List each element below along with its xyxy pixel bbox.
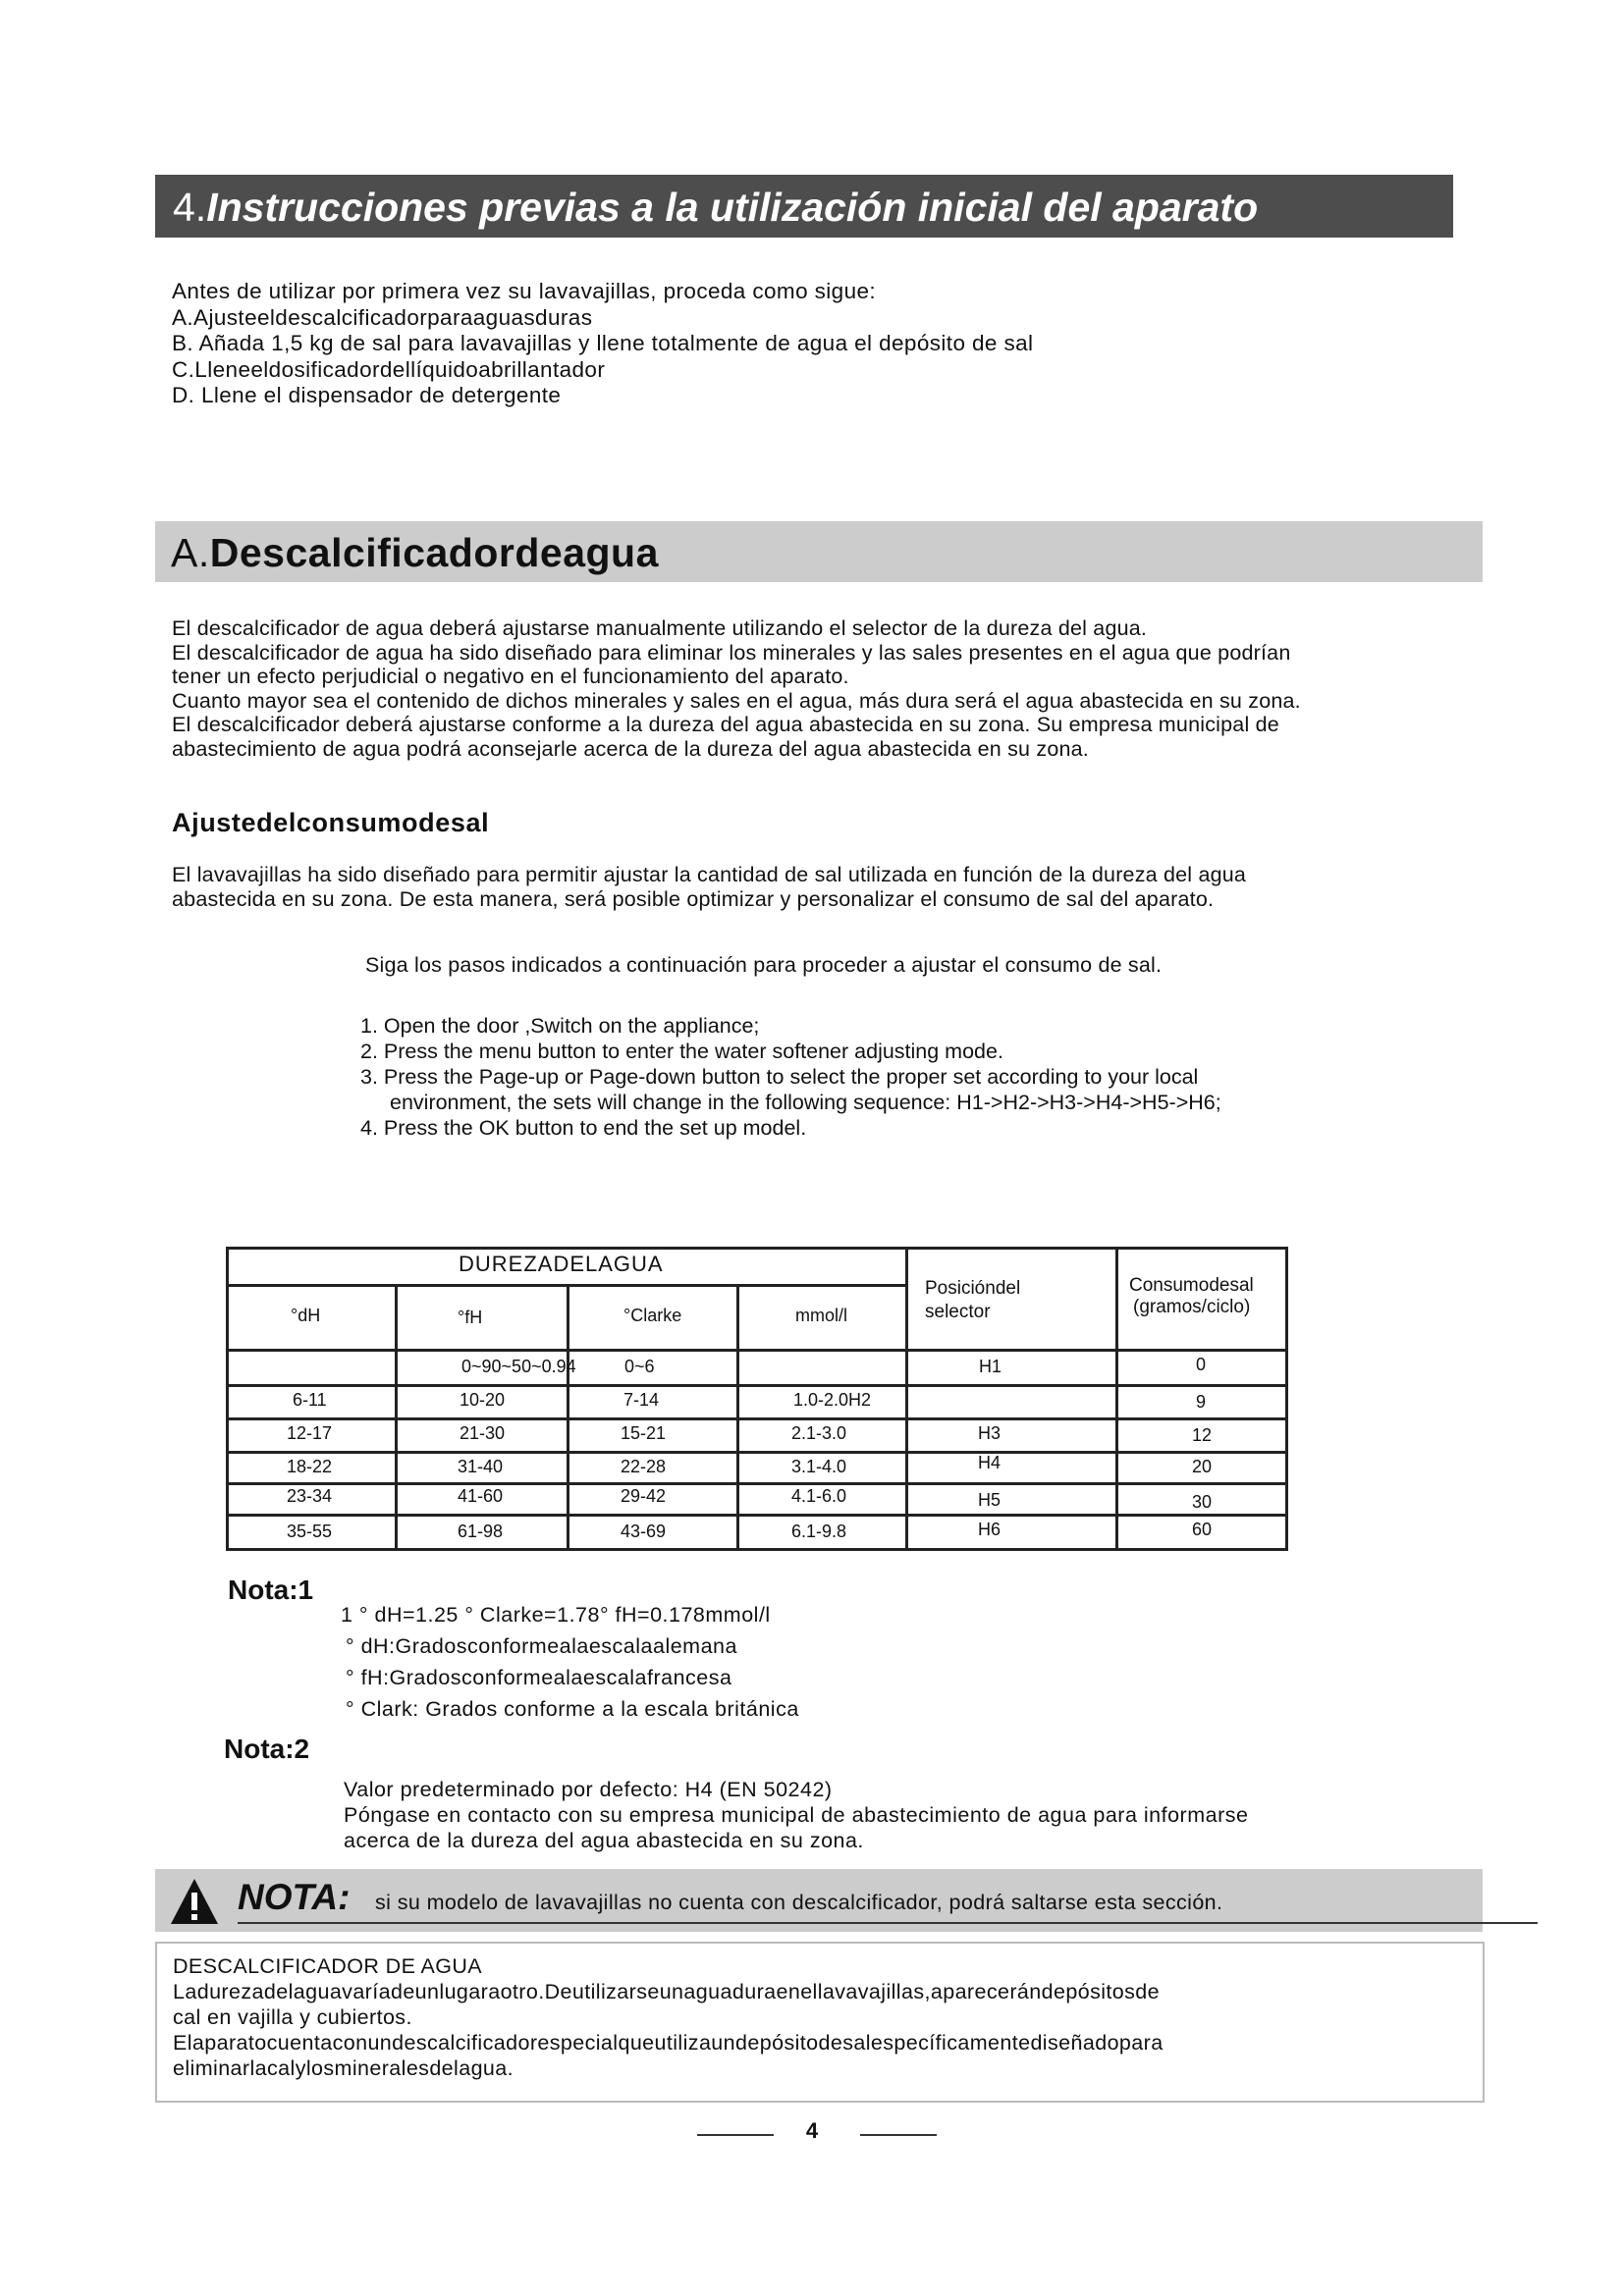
cell-clarke: 0~6 xyxy=(624,1357,655,1376)
column-header-dh: °dH xyxy=(291,1306,321,1325)
cell-consumption: 12 xyxy=(1192,1425,1213,1445)
section-a-prefix: A. xyxy=(171,530,210,575)
table-rule xyxy=(567,1284,569,1551)
column-header-position-2: selector xyxy=(925,1302,991,1322)
paragraph-line: El descalcificador de agua deberá ajustarse manualmente utilizando el selector de la dureza del agua. xyxy=(172,616,1148,640)
table-rule xyxy=(905,1247,908,1551)
nota-1-label: Nota:1 xyxy=(228,1575,314,1605)
section-a-title-text: Descalcificadordeagua xyxy=(209,530,659,575)
cell-clarke: 22-28 xyxy=(621,1457,667,1476)
step-item: 1. Open the door ,Switch on the appliance; xyxy=(360,1014,760,1038)
intro-list xyxy=(172,279,1033,409)
intro-line: C.Lleneeldosificadordellíquidoabrillantador xyxy=(172,356,606,382)
cell-position: H3 xyxy=(978,1423,1001,1443)
table-rule xyxy=(1115,1247,1118,1551)
table-rule xyxy=(226,1548,1288,1551)
cell-position: H6 xyxy=(978,1520,1001,1539)
cell-mmol: 1.0-2.0H2 xyxy=(793,1390,872,1410)
section-4-header xyxy=(155,175,1453,238)
table-rule xyxy=(226,1384,1288,1387)
cell-fh: 61-98 xyxy=(458,1522,504,1541)
column-header-consumption-1: Consumodesal xyxy=(1129,1275,1254,1296)
nota-warning-band xyxy=(155,1869,1483,1932)
paragraph-line: El descalcificador deberá ajustarse conforme a la dureza del agua abastecida en su zona. Su empresa municipal de xyxy=(172,713,1279,737)
cell-dh: 6-11 xyxy=(293,1390,327,1410)
cell-mmol: 6.1-9.8 xyxy=(791,1522,847,1541)
column-header-fh: °fH xyxy=(458,1308,483,1327)
cell-mmol: 3.1-4.0 xyxy=(791,1457,847,1476)
cell-clarke: 29-42 xyxy=(621,1486,667,1506)
paragraph-line: abastecimiento de agua podrá aconsejarle acerca de la dureza del agua abastecida en su zona. xyxy=(172,736,1089,761)
cell-dh: 12-17 xyxy=(287,1423,333,1443)
table-rule xyxy=(226,1451,1288,1454)
cell-fh: 0~90~50~0.94 xyxy=(461,1357,576,1376)
nota-2-line: Valor predeterminado por defecto: H4 (EN 50242) xyxy=(344,1778,833,1801)
info-box-title: DESCALCIFICADOR DE AGUA xyxy=(173,1954,483,1978)
nota-1-line: ° Clark: Grados conforme a la escala británica xyxy=(346,1697,799,1721)
cell-consumption: 20 xyxy=(1192,1457,1213,1476)
steps-intro: Siga los pasos indicados a continuación para proceder a ajustar el consumo de sal. xyxy=(365,953,1163,977)
column-header-clarke: °Clarke xyxy=(623,1306,682,1325)
water-hardness-table xyxy=(226,1247,1288,1551)
nota-1-line: ° fH:Gradosconformealaescalafrancesa xyxy=(346,1666,732,1689)
column-header-position-1: Posicióndel xyxy=(925,1278,1021,1299)
cell-consumption: 30 xyxy=(1192,1492,1213,1512)
table-rule xyxy=(395,1284,398,1551)
info-box-line: eliminarlacalylosmineralesdelagua. xyxy=(173,2056,514,2080)
descalcificador-info-box xyxy=(155,1942,1485,2103)
cell-fh: 10-20 xyxy=(460,1390,506,1410)
info-box-line: cal en vajilla y cubiertos. xyxy=(173,2005,412,2029)
paragraph-line: tener un efecto perjudicial o negativo en el funcionamiento del aparato. xyxy=(172,665,849,689)
cell-fh: 21-30 xyxy=(460,1423,506,1443)
section-title-text: Instrucciones previas a la utilización inicial del aparato xyxy=(206,185,1259,230)
intro-line: B. Añada 1,5 kg de sal para lavavajillas y llene totalmente de agua el depósito de sal xyxy=(172,331,1034,355)
info-box-line: Ladurezadelaguavaríadeunlugaraotro.Deutilizarseunaguaduraenellavavajillas,aparecerándepósitosde xyxy=(173,1980,1160,2003)
step-item: 3. Press the Page-up or Page-down button to select the proper set according to your local xyxy=(360,1065,1199,1089)
nota-label: NOTA: xyxy=(238,1877,351,1917)
nota-underline xyxy=(238,1922,1538,1924)
cell-clarke: 15-21 xyxy=(621,1423,667,1443)
intro-line: A.Ajusteeldescalcificadorparaaguasduras xyxy=(172,304,593,330)
table-rule xyxy=(1285,1247,1288,1551)
cell-consumption: 60 xyxy=(1192,1520,1213,1539)
table-rule xyxy=(226,1247,229,1551)
table-rule xyxy=(226,1514,1288,1517)
salt-heading: Ajustedelconsumodesal xyxy=(172,808,490,837)
nota-1-line: ° dH:Gradosconformealaescalaalemana xyxy=(346,1634,737,1658)
column-header-mmol: mmol/l xyxy=(795,1306,847,1325)
cell-fh: 41-60 xyxy=(458,1486,504,1506)
nota-2-line: acerca de la dureza del agua abastecida en su zona. xyxy=(344,1829,864,1852)
nota-1-line: 1 ° dH=1.25 ° Clarke=1.78° fH=0.178mmol/l xyxy=(341,1603,771,1627)
step-item: 2. Press the menu button to enter the water softener adjusting mode. xyxy=(360,1040,1003,1063)
section-4-title xyxy=(173,185,1258,231)
table-rule xyxy=(226,1247,1288,1250)
nota-2-label: Nota:2 xyxy=(224,1734,310,1764)
cell-position: H1 xyxy=(979,1357,1002,1376)
section-a-title xyxy=(171,530,659,576)
cell-consumption: 0 xyxy=(1196,1355,1207,1374)
table-group-header: DUREZADELAGUA xyxy=(459,1252,664,1276)
cell-consumption: 9 xyxy=(1196,1392,1207,1412)
cell-dh: 35-55 xyxy=(287,1522,333,1541)
cell-position: H5 xyxy=(978,1490,1001,1510)
cell-dh: 23-34 xyxy=(287,1486,333,1506)
warning-icon xyxy=(169,1877,220,1926)
page-number-rule-right xyxy=(860,2134,937,2136)
paragraph-line: Cuanto mayor sea el contenido de dichos minerales y sales en el agua, más dura será el agua abastecida en su zona. xyxy=(172,688,1301,713)
step-item: 4. Press the OK button to end the set up model. xyxy=(360,1116,807,1140)
paragraph-line: El lavavajillas ha sido diseñado para permitir ajustar la cantidad de sal utilizada en función de la dureza del agua xyxy=(172,863,1247,886)
info-box-line: Elaparatocuentaconundescalcificadorespecialqueutilizaundepósitodesalespecíficamentediseñadopara xyxy=(173,2031,1164,2055)
page-number: 4 xyxy=(805,2118,819,2143)
cell-mmol: 4.1-6.0 xyxy=(791,1486,847,1506)
table-rule xyxy=(736,1284,739,1551)
cell-dh: 18-22 xyxy=(287,1457,333,1476)
intro-line: D. Llene el dispensador de detergente xyxy=(172,383,562,407)
step-item-continuation: environment, the sets will change in the following sequence: H1->H2->H3->H4->H5->H6; xyxy=(390,1091,1221,1114)
cell-clarke: 7-14 xyxy=(623,1390,660,1410)
table-rule xyxy=(226,1417,1288,1420)
cell-clarke: 43-69 xyxy=(621,1522,667,1541)
cell-mmol: 2.1-3.0 xyxy=(791,1423,847,1443)
section-number: 4. xyxy=(173,185,207,230)
section-a-header xyxy=(155,521,1483,582)
steps-list xyxy=(360,1013,1221,1141)
table-rule xyxy=(226,1349,1288,1352)
descalc-paragraph xyxy=(172,616,1301,762)
cell-fh: 31-40 xyxy=(458,1457,504,1476)
paragraph-line: abastecida en su zona. De esta manera, será posible optimizar y personalizar el consumo de sal del aparato. xyxy=(172,886,1215,911)
intro-line: Antes de utilizar por primera vez su lavavajillas, proceda como sigue: xyxy=(172,279,877,303)
column-header-consumption-2: (gramos/ciclo) xyxy=(1133,1297,1251,1317)
nota-2-line: Póngase en contacto con su empresa municipal de abastecimiento de agua para informarse xyxy=(344,1803,1249,1827)
table-rule xyxy=(226,1482,1288,1485)
nota-message: si su modelo de lavavajillas no cuenta con descalcificador, podrá saltarse esta sección. xyxy=(375,1891,1223,1914)
paragraph-line: El descalcificador de agua ha sido diseñado para eliminar los minerales y las sales presentes en el agua que podrían xyxy=(172,640,1291,665)
salt-paragraph xyxy=(172,863,1246,911)
cell-position: H4 xyxy=(978,1453,1001,1472)
